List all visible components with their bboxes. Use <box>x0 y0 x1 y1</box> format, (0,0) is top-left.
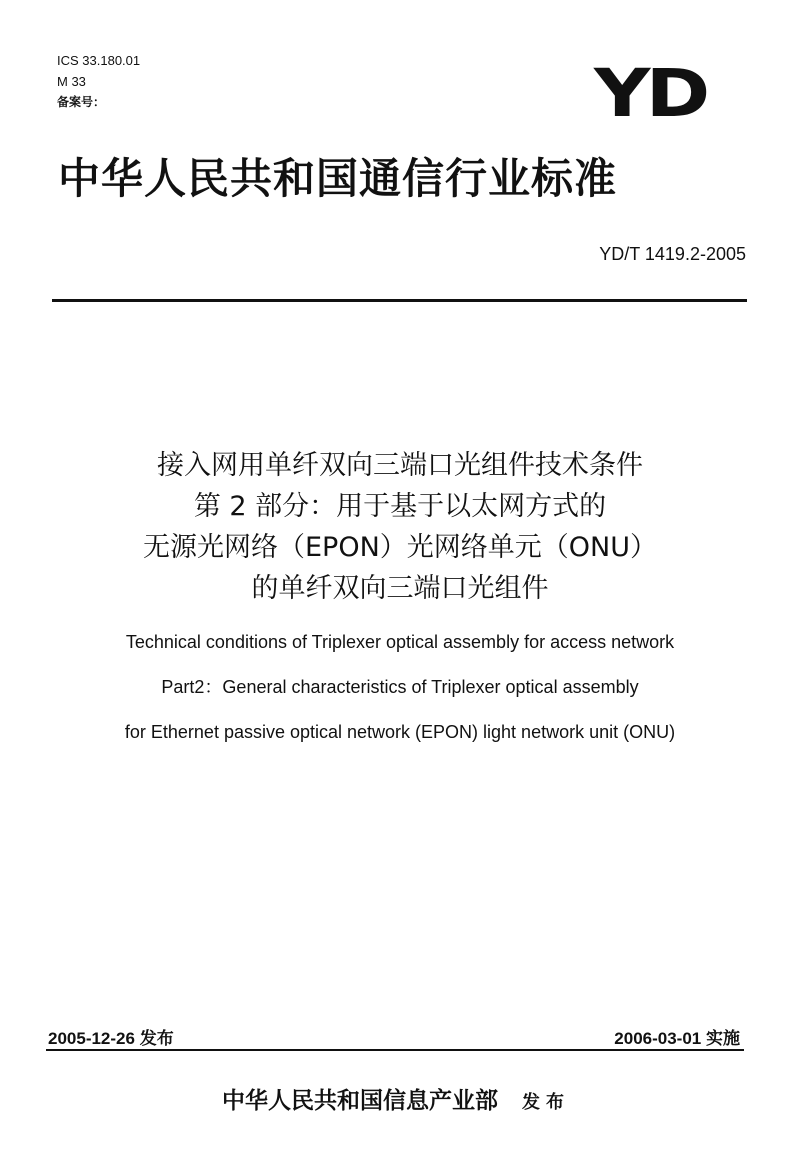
chinese-title <box>60 445 740 609</box>
effective-date: 2006-03-01 <box>614 1029 702 1048</box>
standard-number: YD/T 1419.2-2005 <box>599 244 746 264</box>
effective-label: 实施 <box>706 1029 740 1049</box>
english-title-line-2: Part2：General characteristics of Triplexer optical assembly <box>161 677 639 697</box>
filing-number-label: 备案号： <box>57 95 106 109</box>
issue-date-block <box>48 1024 174 1049</box>
publisher-action: 发布 <box>522 1092 570 1113</box>
publisher-line <box>0 1082 792 1115</box>
org-title: 中华人民共和国通信行业标准 <box>58 154 618 203</box>
english-title-line-1: Technical conditions of Triplexer optical assembly for access network <box>125 632 675 652</box>
class-code: M 33 <box>57 74 86 89</box>
ics-code: ICS 33.180.01 <box>57 53 141 68</box>
chinese-title-line-4: 的单纤双向三端口光组件 <box>251 573 549 604</box>
publisher-name: 中华人民共和国信息产业部 <box>221 1088 498 1114</box>
chinese-title-line-1: 接入网用单纤双向三端口光组件技术条件 <box>157 450 643 481</box>
english-title-line-3: for Ethernet passive optical network (EPON) light network unit (ONU) <box>124 722 676 742</box>
bottom-divider <box>46 1049 744 1051</box>
top-divider <box>52 299 747 302</box>
chinese-title-line-3: 无源光网络（EPON）光网络单元（ONU） <box>142 532 657 563</box>
issue-label: 发布 <box>139 1029 174 1049</box>
chinese-title-line-2: 第 2 部分：用于基于以太网方式的 <box>193 491 607 522</box>
yd-logo: YD <box>594 55 706 132</box>
classification-block <box>57 50 140 113</box>
effective-date-block <box>614 1024 740 1049</box>
english-title <box>60 620 740 755</box>
issue-date: 2005-12-26 <box>48 1029 135 1048</box>
